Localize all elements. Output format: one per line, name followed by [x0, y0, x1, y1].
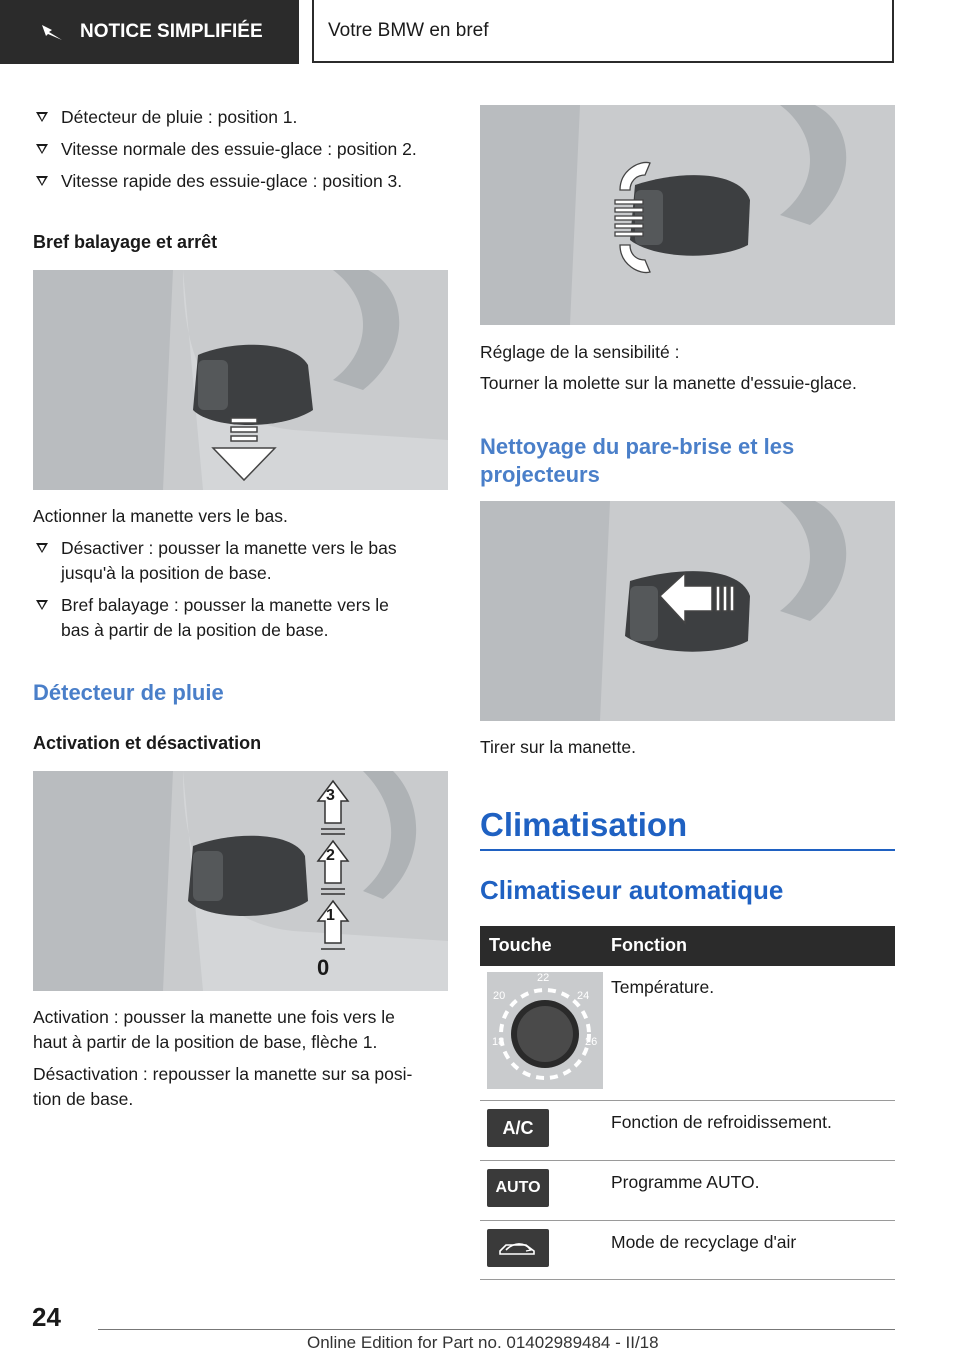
para-deactivation: Désactivation : repousser la manette sur sa posi- tion de base.: [33, 1064, 413, 1109]
table-row-divider: [480, 1279, 895, 1280]
rain-sensor-stalk-illustration: [33, 771, 448, 991]
section-tab[interactable]: [0, 0, 299, 64]
footer-edition: Online Edition for Part no. 01402989484 - II/18: [307, 1333, 659, 1352]
table-row-divider: [480, 1220, 895, 1221]
row-function: Température.: [611, 977, 715, 997]
caption-sensitivity-title: Réglage de la sensibilité :: [480, 342, 680, 362]
temperature-dial-icon: 18 20 22 24 26: [487, 972, 603, 1089]
section-tab-label: NOTICE SIMPLIFIÉE: [80, 21, 263, 42]
heading-rain-sensor: Détecteur de pluie: [33, 680, 224, 705]
row-function: Fonction de refroidissement.: [611, 1112, 832, 1132]
wiper-stalk-down-illustration: [33, 270, 448, 490]
stalk-position-3: 3: [326, 787, 335, 804]
col-function: Fonction: [611, 935, 687, 955]
table-row-divider: [480, 1160, 895, 1161]
caption-pull: Tirer sur la manette.: [480, 737, 636, 757]
list-item: Vitesse rapide des essuie-glace : position 3.: [33, 169, 481, 194]
list-item: Vitesse normale des essuie-glace : position 2.: [33, 137, 481, 162]
heading-rule: [480, 849, 895, 851]
row-function: Mode de recyclage d'air: [611, 1232, 797, 1252]
list-item: Bref balayage : pousser la manette vers le bas à partir de la position de base.: [33, 593, 481, 643]
list-item: Désactiver : pousser la manette vers le bas jusqu'à la position de base.: [33, 536, 481, 586]
quick-guide-icon: [40, 22, 66, 42]
stalk-position-1: 1: [326, 907, 335, 924]
stalk-position-0: 0: [317, 955, 330, 980]
caption-down: Actionner la manette vers le bas.: [33, 506, 288, 526]
heading-brief-wipe: Bref balayage et arrêt: [33, 232, 218, 252]
table-header: [480, 926, 895, 966]
heading-auto-climate: Climatiseur automatique: [480, 875, 784, 905]
footer-rule: [98, 1329, 895, 1330]
stalk-position-2: 2: [326, 847, 335, 864]
list-item: Détecteur de pluie : position 1.: [33, 105, 481, 130]
washer-pull-illustration: [480, 501, 895, 721]
row-function: Programme AUTO.: [611, 1172, 760, 1192]
heading-climate: Climatisation: [480, 806, 688, 843]
chapter-title-label: Votre BMW en bref: [328, 19, 489, 41]
col-key: Touche: [489, 935, 552, 955]
chapter-title: [312, 0, 894, 63]
para-activation: Activation : pousser la manette une fois vers le haut à partir de la position de base, flèche 1.: [33, 1007, 395, 1052]
page-number: 24: [32, 1302, 61, 1332]
ac-button-icon: A/C: [487, 1109, 549, 1147]
sensitivity-wheel-illustration: [480, 105, 895, 325]
recirculation-button-icon: [487, 1229, 549, 1267]
caption-sensitivity-text: Tourner la molette sur la manette d'essuie-glace.: [480, 373, 857, 393]
table-row-divider: [480, 1100, 895, 1101]
heading-activation: Activation et désactivation: [33, 733, 262, 753]
auto-button-icon: AUTO: [487, 1169, 549, 1207]
heading-washer: Nettoyage du pare-brise et les projecteurs: [480, 434, 795, 487]
